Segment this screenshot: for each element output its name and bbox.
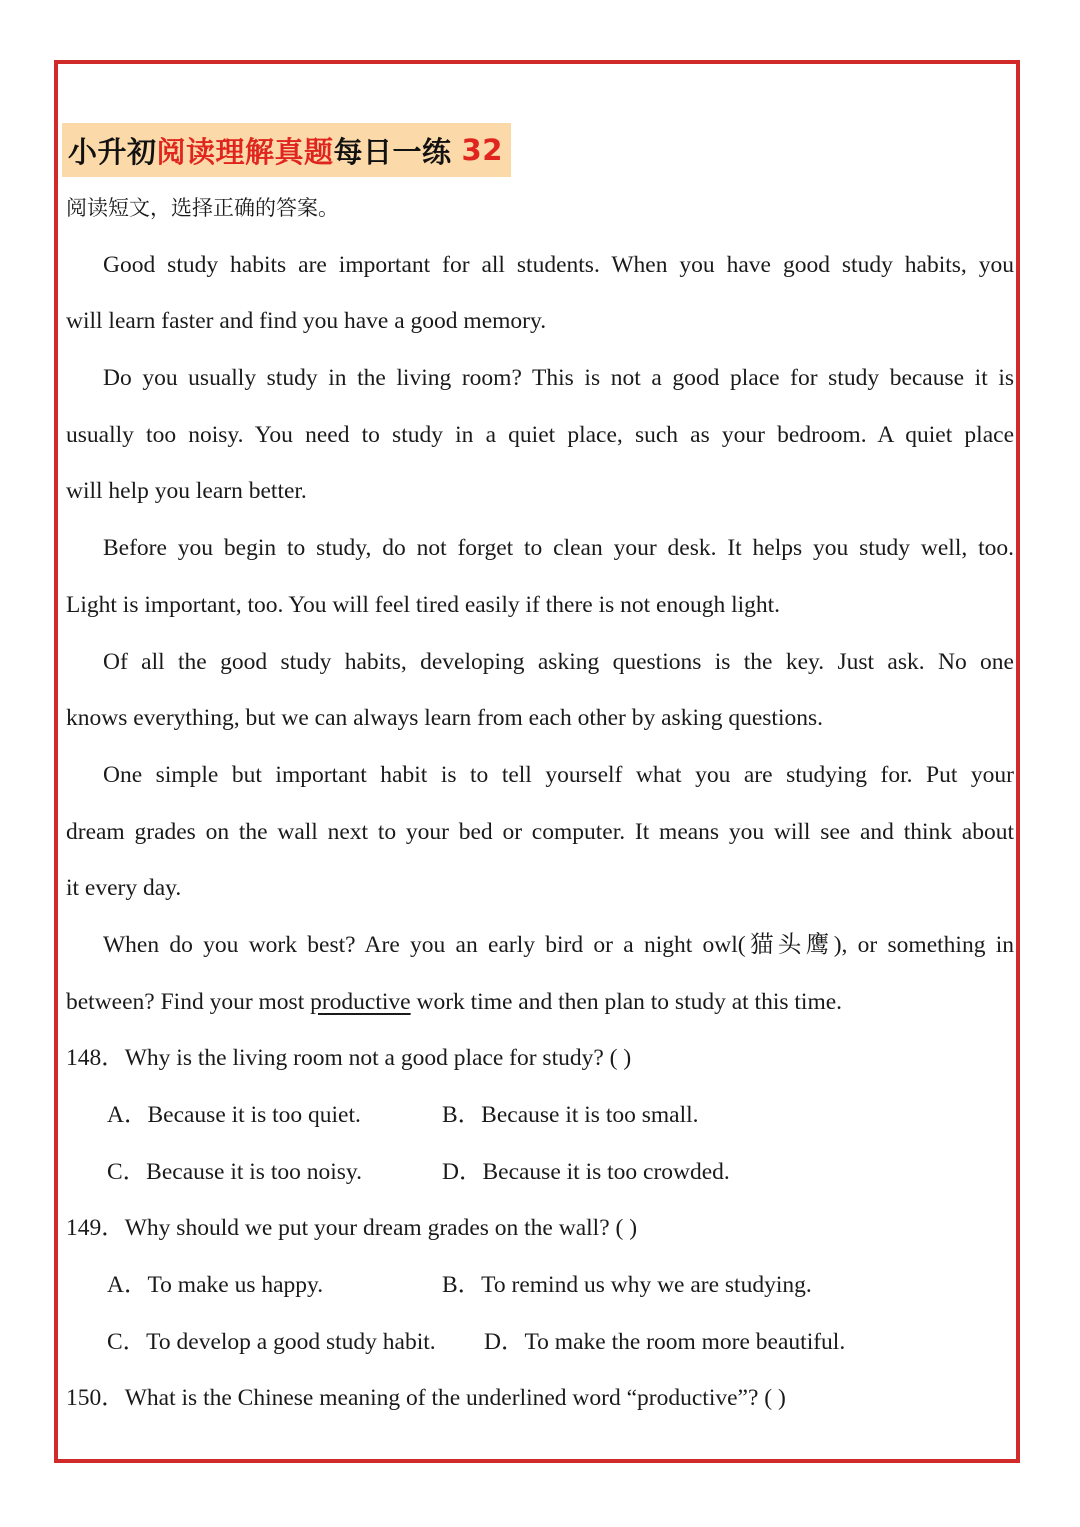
passage-line: usually too noisy. You need to study in a quiet place, such as your bedroom. A quiet place: [66, 421, 1014, 448]
question-stem: 149．Why should we put your dream grades on the wall? ( ): [66, 1215, 638, 1242]
title-highlight: 阅读理解真题: [156, 134, 334, 169]
passage-line: will help you learn better.: [66, 478, 307, 505]
question-148: [66, 1030, 1014, 1200]
passage-line: Before you begin to study, do not forget to clean your desk. It helps you study well, too.: [103, 535, 1014, 562]
question-150: [66, 1370, 1014, 1427]
passage-line: When do you work best? Are you an early bird or a night owl(猫头鹰), or something in: [103, 931, 1014, 958]
passage-line: dream grades on the wall next to your bed or computer. It means you will see and think about: [66, 818, 1014, 845]
passage-line: will learn faster and find you have a good memory.: [66, 308, 547, 335]
option-a[interactable]: A．Because it is too quiet.: [107, 1102, 361, 1128]
underlined-word: productive: [310, 988, 411, 1015]
question-149: [66, 1200, 1014, 1370]
passage-line: Light is important, too. You will feel tired easily if there is not enough light.: [66, 591, 781, 618]
title-prefix: 小升初: [68, 134, 157, 169]
passage: [66, 237, 1014, 1031]
option-d[interactable]: D．Because it is too crowded.: [442, 1158, 730, 1185]
question-stem: 148．Why is the living room not a good place for study? ( ): [66, 1045, 632, 1072]
title-number: 32: [461, 133, 503, 167]
option-row: [66, 1087, 1014, 1144]
passage-line: One simple but important habit is to tell yourself what you are studying for. Put your: [103, 761, 1014, 788]
passage-text: work time and then plan to study at this time.: [410, 988, 843, 1015]
passage-line: Of all the good study habits, developing asking questions is the key. Just ask. No one: [103, 648, 1014, 675]
option-row: [66, 1257, 1014, 1314]
passage-line: knows everything, but we can always learn from each other by asking questions.: [66, 705, 824, 732]
instruction: 阅读短文，选择正确的答案。: [66, 196, 339, 220]
question-stem: 150．What is the Chinese meaning of the underlined word “productive”? ( ): [66, 1385, 786, 1412]
passage-line: [66, 974, 1014, 1031]
option-c[interactable]: C．To develop a good study habit.: [107, 1328, 436, 1355]
option-b[interactable]: B．Because it is too small.: [442, 1102, 699, 1128]
option-c[interactable]: C．Because it is too noisy.: [107, 1158, 363, 1185]
passage-line: Good study habits are important for all students. When you have good study habits, you: [103, 251, 1014, 278]
page-title: [62, 123, 511, 177]
option-b[interactable]: B．To remind us why we are studying.: [442, 1272, 812, 1299]
passage-line: it every day.: [66, 875, 182, 902]
option-a[interactable]: A．To make us happy.: [107, 1272, 324, 1299]
passage-text: between? Find your most: [66, 988, 311, 1015]
worksheet-content: [66, 180, 1014, 1427]
option-d[interactable]: D．To make the room more beautiful.: [484, 1328, 846, 1355]
option-row: [66, 1314, 1014, 1371]
option-row: [66, 1144, 1014, 1201]
passage-line: Do you usually study in the living room? This is not a good place for study because it is: [103, 365, 1014, 392]
title-suffix: 每日一练: [333, 134, 452, 169]
